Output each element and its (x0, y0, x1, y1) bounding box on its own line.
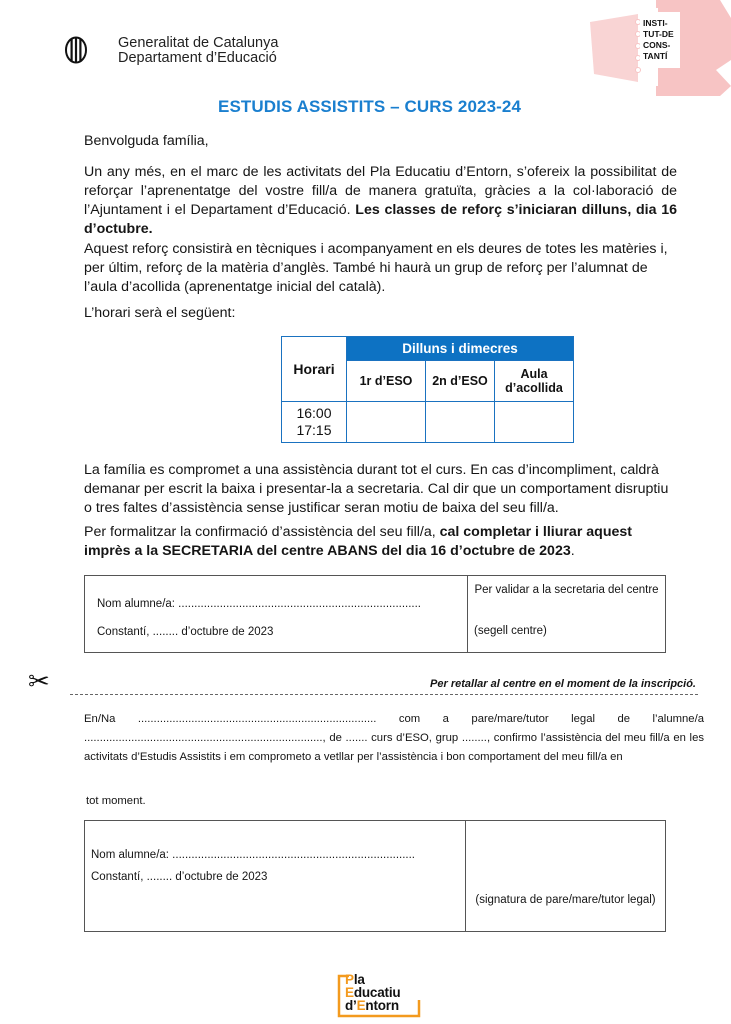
header-days: Dilluns i dimecres (347, 337, 574, 361)
parent-signature-form (84, 820, 666, 932)
accent: P (345, 972, 354, 987)
accent: E (356, 998, 366, 1013)
text: la (353, 972, 365, 987)
org-line-2: Departament d’Educació (118, 50, 277, 66)
signature-label: (signatura de pare/mare/tutor legal) (475, 894, 656, 906)
title-text: ESTUDIS ASSISTITS – CURS 2023-24 (218, 97, 521, 116)
header-col-1: 1r d’ESO (347, 361, 426, 402)
greeting: Benvolguda família, (84, 133, 209, 149)
logo-line-3 (345, 999, 400, 1012)
schedule-table (281, 336, 574, 443)
scissors-icon: ✂ (28, 666, 50, 696)
table-cell (495, 402, 574, 443)
institute-logo-text (643, 18, 674, 62)
table-cell (426, 402, 495, 443)
cut-dashed-line (70, 694, 698, 695)
logo-line: TANTÍ (643, 51, 668, 61)
paragraph-description: Aquest reforç consistirà en tècniques i acompanyament en els deures de totes les matèries i, per últim, reforç de la matèria d’anglès. També hi haurà un grup de reforç per l’alumnat de l’aula d’acollida (aprenentatge inicial del català). (84, 241, 668, 295)
table-row (282, 402, 574, 443)
text: d’ (345, 998, 357, 1013)
header-col-2: 2n d’ESO (426, 361, 495, 402)
intro-text: Un any més, en el marc de les activitats del Pla Educatiu d’Entorn, s’ofereix la possibilitat de reforçar l’aprenentatge del vostre fill/a de manera gratuïta, gràcies a la col·laboració de l’Ajuntament i el Departament d’Educació. (84, 164, 677, 218)
accent: E (345, 985, 354, 1000)
header-col-3: Aula d’acollida (495, 361, 574, 402)
table-cell (347, 402, 426, 443)
date-field[interactable]: Constantí, ........ d’octubre de 2023 (91, 871, 268, 883)
authorization-end: tot moment. (86, 795, 146, 807)
org-line-1: Generalitat de Catalunya (118, 35, 279, 51)
validate-label: Per validar a la secretaria del centre (474, 584, 659, 596)
student-info-section (85, 576, 468, 652)
text: ducatiu (353, 985, 401, 1000)
student-name-field[interactable]: Nom alumne/a: ............................................................................ (97, 598, 421, 610)
deadline-notice: cal completar i lliurar aquest imprès a la SECRETARIA del centre ABANS del dia 16 d’octubre de 2023 (84, 524, 633, 559)
time-cell (282, 402, 347, 443)
header-horari: Horari (282, 337, 347, 402)
logo-line: TUT-DE (643, 29, 674, 39)
pla-educatiu-entorn-text (345, 973, 400, 1012)
authorization-text[interactable]: En/Na ............................................................................ com a pare/mare/tutor legal de l’alumne/a ............................................................................, de ....... curs d’ESO, grup ........, confirmo l’assistència del meu fill/a en les activitats d’Estudis Assistits i em comprometo a vetllar per l’assistència i bon comportament del meu fill/a en (84, 713, 704, 763)
paragraph-commitment: La família es compromet a una assistència durant tot el curs. En cas d’incompliment, caldrà demanar per escrit la baixa i presentar-la a secretaria. Cal dir que un comportament disruptiu o tres faltes d’assistència sense justificar seran motiu de baixa del seu fill/a. (84, 462, 669, 516)
start-date-notice: Les classes de reforç s’iniciaran dilluns, dia 16 d’octubre. (84, 202, 677, 237)
generalitat-shield-icon (64, 36, 88, 64)
stamp-label: (segell centre) (474, 625, 547, 637)
secretary-validation-form (84, 575, 666, 653)
confirmation-end: . (570, 543, 575, 559)
time-end: 17:15 (296, 422, 332, 438)
student-name-field[interactable]: Nom alumne/a: ............................................................................ (91, 849, 415, 861)
logo-line: INSTI- (643, 18, 668, 28)
document-title (0, 97, 731, 117)
time-start: 16:00 (296, 405, 332, 421)
organization-name (118, 36, 278, 66)
student-info-section (85, 821, 466, 931)
date-field[interactable]: Constantí, ........ d’octubre de 2023 (97, 626, 274, 638)
paragraph-confirmation (84, 523, 677, 561)
confirmation-text: Per formalitzar la confirmació d’assistència del seu fill/a, (84, 524, 440, 540)
cut-note: Per retallar al centre en el moment de la inscripció. (430, 678, 696, 690)
paragraph-schedule-intro: L’horari serà el següent: (84, 305, 236, 321)
paragraph-intro (84, 163, 677, 239)
logo-line: CONS- (643, 40, 671, 50)
text: ntorn (365, 998, 399, 1013)
